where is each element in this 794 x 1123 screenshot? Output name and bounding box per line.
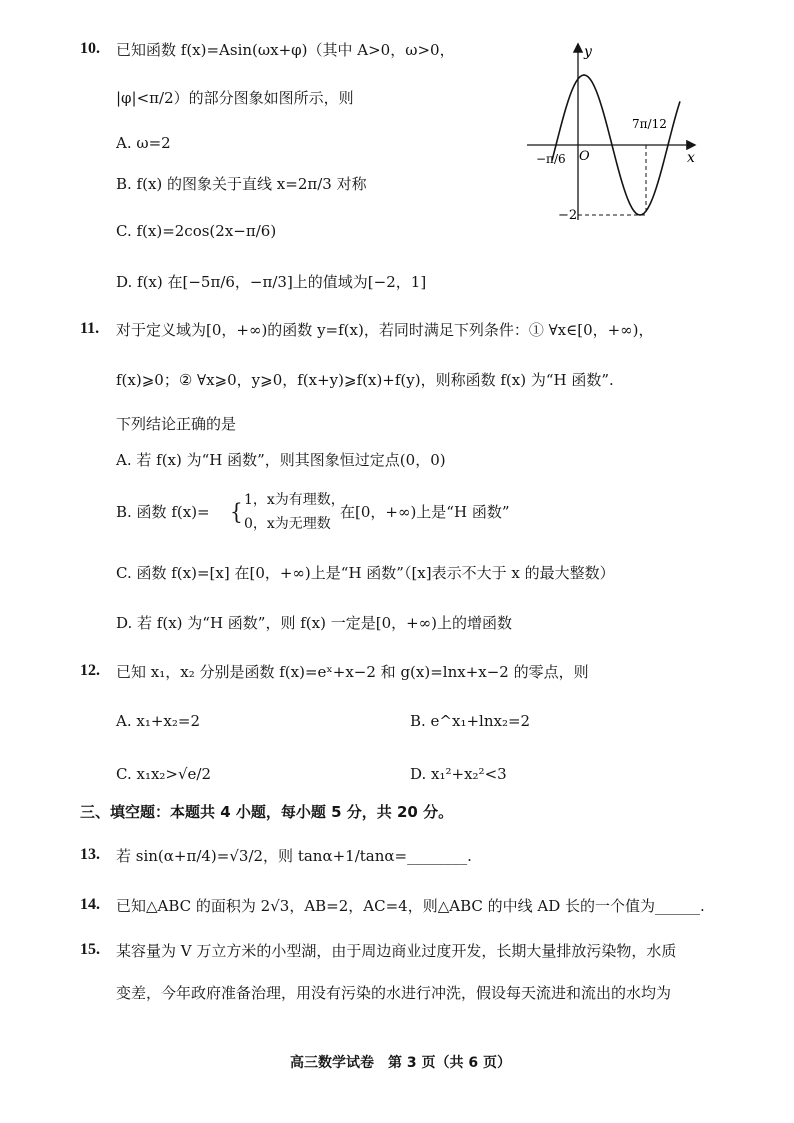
origin-label: O [579,149,590,164]
q10-stem-line2: |φ|<π/2）的部分图象如图所示，则 [116,89,354,107]
q10-number: 10. [80,40,100,57]
q11-option-b-brace: { [230,498,243,526]
q11-option-b-case1: 1，x为有理数， [244,492,345,508]
q10-stem-line1: 已知函数 f(x)=Asin(ωx+φ)（其中 A>0，ω>0， [116,41,455,59]
q10-option-c: C. f(x)=2cos(2x−π/6) [116,222,277,240]
q15-stem-line1: 某容量为 V 万立方米的小型湖，由于周边商业过度开发，长期大量排放污染物，水质 [116,942,677,960]
y-axis-label: y [584,44,592,60]
q12-option-c: C. x₁x₂>√e/2 [116,765,212,783]
q12-stem: 已知 x₁，x₂ 分别是函数 f(x)=eˣ+x−2 和 g(x)=lnx+x−2 的零点，则 [116,663,589,681]
q11-option-b-prefix: B. 函数 f(x)= [116,503,210,521]
q13-stem: 若 sin(α+π/4)=√3/2，则 tanα+1/tanα=________. [116,847,472,865]
q11-option-b-suffix: 在[0，+∞)上是“H 函数” [340,503,510,521]
q10-function-graph [522,40,702,225]
q11-stem-line3: 下列结论正确的是 [116,415,237,433]
q11-number: 11. [80,320,100,337]
q14-stem: 已知△ABC 的面积为 2√3，AB=2，AC=4，则△ABC 的中线 AD 长的一个值为______. [116,897,705,915]
q15-number: 15. [80,941,100,958]
q15-stem-line2: 变差，今年政府准备治理，用没有污染的水进行冲洗，假设每天流进和流出的水均为 [116,984,672,1002]
section-3-heading: 三、填空题：本题共 4 小题，每小题 5 分，共 20 分。 [80,803,454,821]
x-axis-label: x [687,150,695,166]
q11-option-d: D. 若 f(x) 为“H 函数”，则 f(x) 一定是[0，+∞)上的增函数 [116,614,513,632]
q11-option-c: C. 函数 f(x)=[x] 在[0，+∞)上是“H 函数”（[x]表示不大于 x 的最大整数） [116,564,615,582]
q12-number: 12. [80,662,100,679]
q11-stem-line2: f(x)⩾0；② ∀x⩾0，y⩾0，f(x+y)⩾f(x)+f(y)，则称函数 f(x) 为“H 函数”. [116,371,614,389]
minimum-label: −2 [558,208,578,223]
q12-option-b: B. e^x₁+lnx₂=2 [410,712,531,730]
q12-option-d: D. x₁²+x₂²<3 [410,765,507,783]
q11-option-a: A. 若 f(x) 为“H 函数”，则其图象恒过定点(0，0) [116,451,446,469]
q10-option-a: A. ω=2 [116,134,171,152]
q10-option-d: D. f(x) 在[−5π/6，−π/3]上的值域为[−2，1] [116,273,427,291]
page-footer: 高三数学试卷 第 3 页（共 6 页） [290,1055,511,1071]
q10-option-b: B. f(x) 的图象关于直线 x=2π/3 对称 [116,175,367,193]
q11-option-b-case2: 0，x为无理数 [244,516,331,532]
q13-number: 13. [80,846,100,863]
q14-number: 14. [80,896,100,913]
left-zero-label: −π/6 [536,152,566,166]
q12-option-a: A. x₁+x₂=2 [116,712,200,730]
right-point-label: 7π/12 [632,117,667,131]
q11-stem-line1: 对于定义域为[0，+∞)的函数 y=f(x)，若同时满足下列条件：① ∀x∈[0，+∞)， [116,321,654,339]
